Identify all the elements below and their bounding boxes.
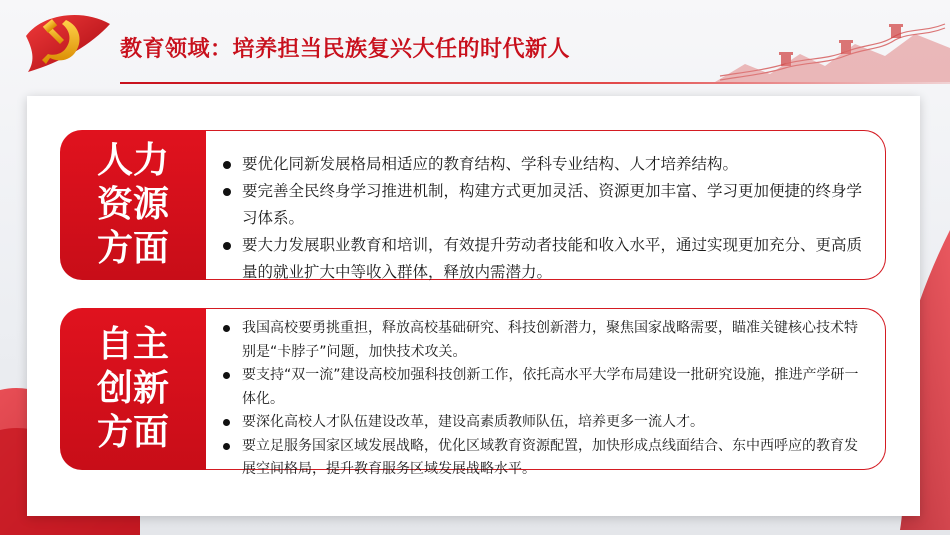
section-content bbox=[206, 130, 886, 280]
list-item-text: 要优化同新发展格局相适应的教育结构、学科专业结构、人才培养结构。 bbox=[242, 155, 739, 173]
list-item-text: 要支持“双一流”建设高校加强科技创新工作，依托高水平大学布局建设一批研究设施，推进产学研一体化。 bbox=[242, 367, 859, 407]
bullet-icon bbox=[223, 242, 231, 250]
list-item bbox=[220, 232, 871, 286]
section-tag bbox=[60, 308, 206, 470]
section-independent-innovation bbox=[60, 308, 886, 477]
bullet-icon bbox=[223, 443, 230, 450]
bullet-list bbox=[220, 151, 871, 286]
page-title: 教育领域：培养担当民族复兴大任的时代新人 bbox=[120, 37, 571, 62]
party-emblem-icon bbox=[22, 6, 114, 78]
list-item bbox=[220, 178, 871, 232]
list-item-text: 要完善全民终身学习推进机制，构建方式更加灵活、资源更加丰富、学习更加便捷的终身学习体系。 bbox=[242, 182, 863, 227]
list-item bbox=[220, 411, 871, 435]
page-header bbox=[0, 0, 950, 92]
bullet-list bbox=[220, 317, 871, 482]
great-wall-icon bbox=[715, 14, 950, 82]
bullet-icon bbox=[223, 188, 231, 196]
list-item bbox=[220, 151, 871, 178]
list-item-text: 我国高校要勇挑重担，释放高校基础研究、科技创新潜力，聚焦国家战略需要，瞄准关键核心技术特别是“卡脖子”问题，加快技术攻关。 bbox=[242, 320, 858, 360]
content-card bbox=[27, 96, 920, 516]
list-item bbox=[220, 317, 871, 364]
bullet-icon bbox=[223, 325, 230, 332]
section-human-resources bbox=[60, 130, 886, 280]
list-item-text: 要大力发展职业教育和培训，有效提升劳动者技能和收入水平，通过实现更加充分、更高质量的就业扩大中等收入群体，释放内需潜力。 bbox=[242, 236, 863, 281]
bullet-icon bbox=[223, 372, 230, 379]
header-divider bbox=[120, 82, 950, 84]
bullet-icon bbox=[223, 419, 230, 426]
list-item-text: 要深化高校人才队伍建设改革，建设高素质教师队伍，培养更多一流人才。 bbox=[242, 414, 704, 430]
section-tag-label: 自主创新方面 bbox=[96, 324, 169, 453]
list-item bbox=[220, 364, 871, 411]
section-tag bbox=[60, 130, 206, 280]
section-content bbox=[206, 308, 886, 477]
bullet-icon bbox=[223, 161, 231, 169]
list-item bbox=[220, 435, 871, 482]
list-item-text: 要立足服务国家区域发展战略，优化区域教育资源配置，加快形成点线面结合、东中西呼应的教育发展空间格局，提升教育服务区域发展战略水平。 bbox=[242, 437, 858, 477]
section-tag-label: 人力资源方面 bbox=[96, 140, 169, 269]
